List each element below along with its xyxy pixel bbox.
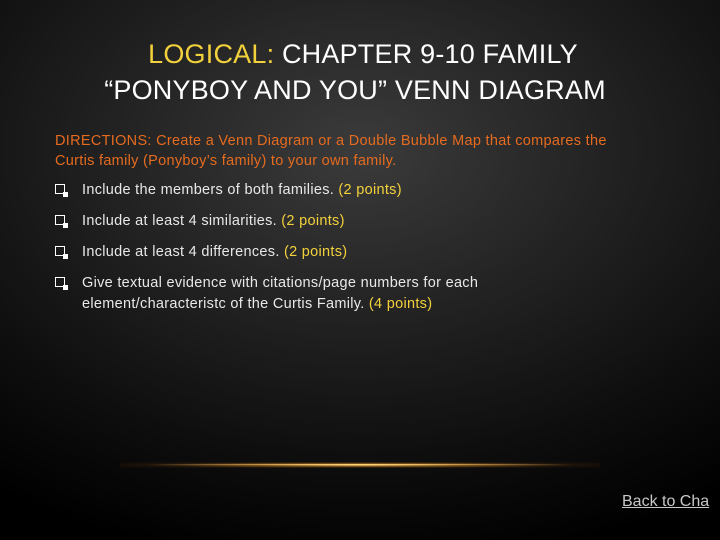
list-item-text: Give textual evidence with citations/page numbers for each element/characteristc of the Curtis Family. [82,275,479,312]
requirements-list [55,180,615,325]
list-item [55,242,615,263]
list-item-points: (2 points) [338,182,402,198]
list-item-text: Include the members of both families. [82,182,339,198]
list-item-points: (2 points) [281,213,345,229]
list-item-points: (2 points) [283,244,348,260]
slide-title [0,36,720,108]
list-item-text: Include at least 4 differences. [82,244,284,260]
glow-divider-line [150,464,570,465]
list-item [55,180,615,201]
list-item [55,211,615,232]
title-line-1 [0,36,720,72]
list-item [55,273,615,315]
back-to-chart-link[interactable]: Back to Cha [622,493,710,510]
glow-divider [120,462,600,468]
checkbox-bullet-icon [55,277,65,287]
title-line-2: “PONYBOY AND YOU” VENN DIAGRAM [104,75,606,105]
checkbox-bullet-icon [55,246,65,256]
list-item-text: Include at least 4 similarities. [82,213,282,229]
list-item-points: (4 points) [368,296,433,312]
directions-text: DIRECTIONS: Create a Venn Diagram or a Double Bubble Map that compares the Curtis family (Ponyboy’s family) to your own family. [55,133,607,169]
title-accent: LOGICAL: [148,39,275,69]
title-line-1-text: CHAPTER 9-10 FAMILY [274,39,578,69]
checkbox-bullet-icon [55,184,65,194]
checkbox-bullet-icon [55,215,65,225]
